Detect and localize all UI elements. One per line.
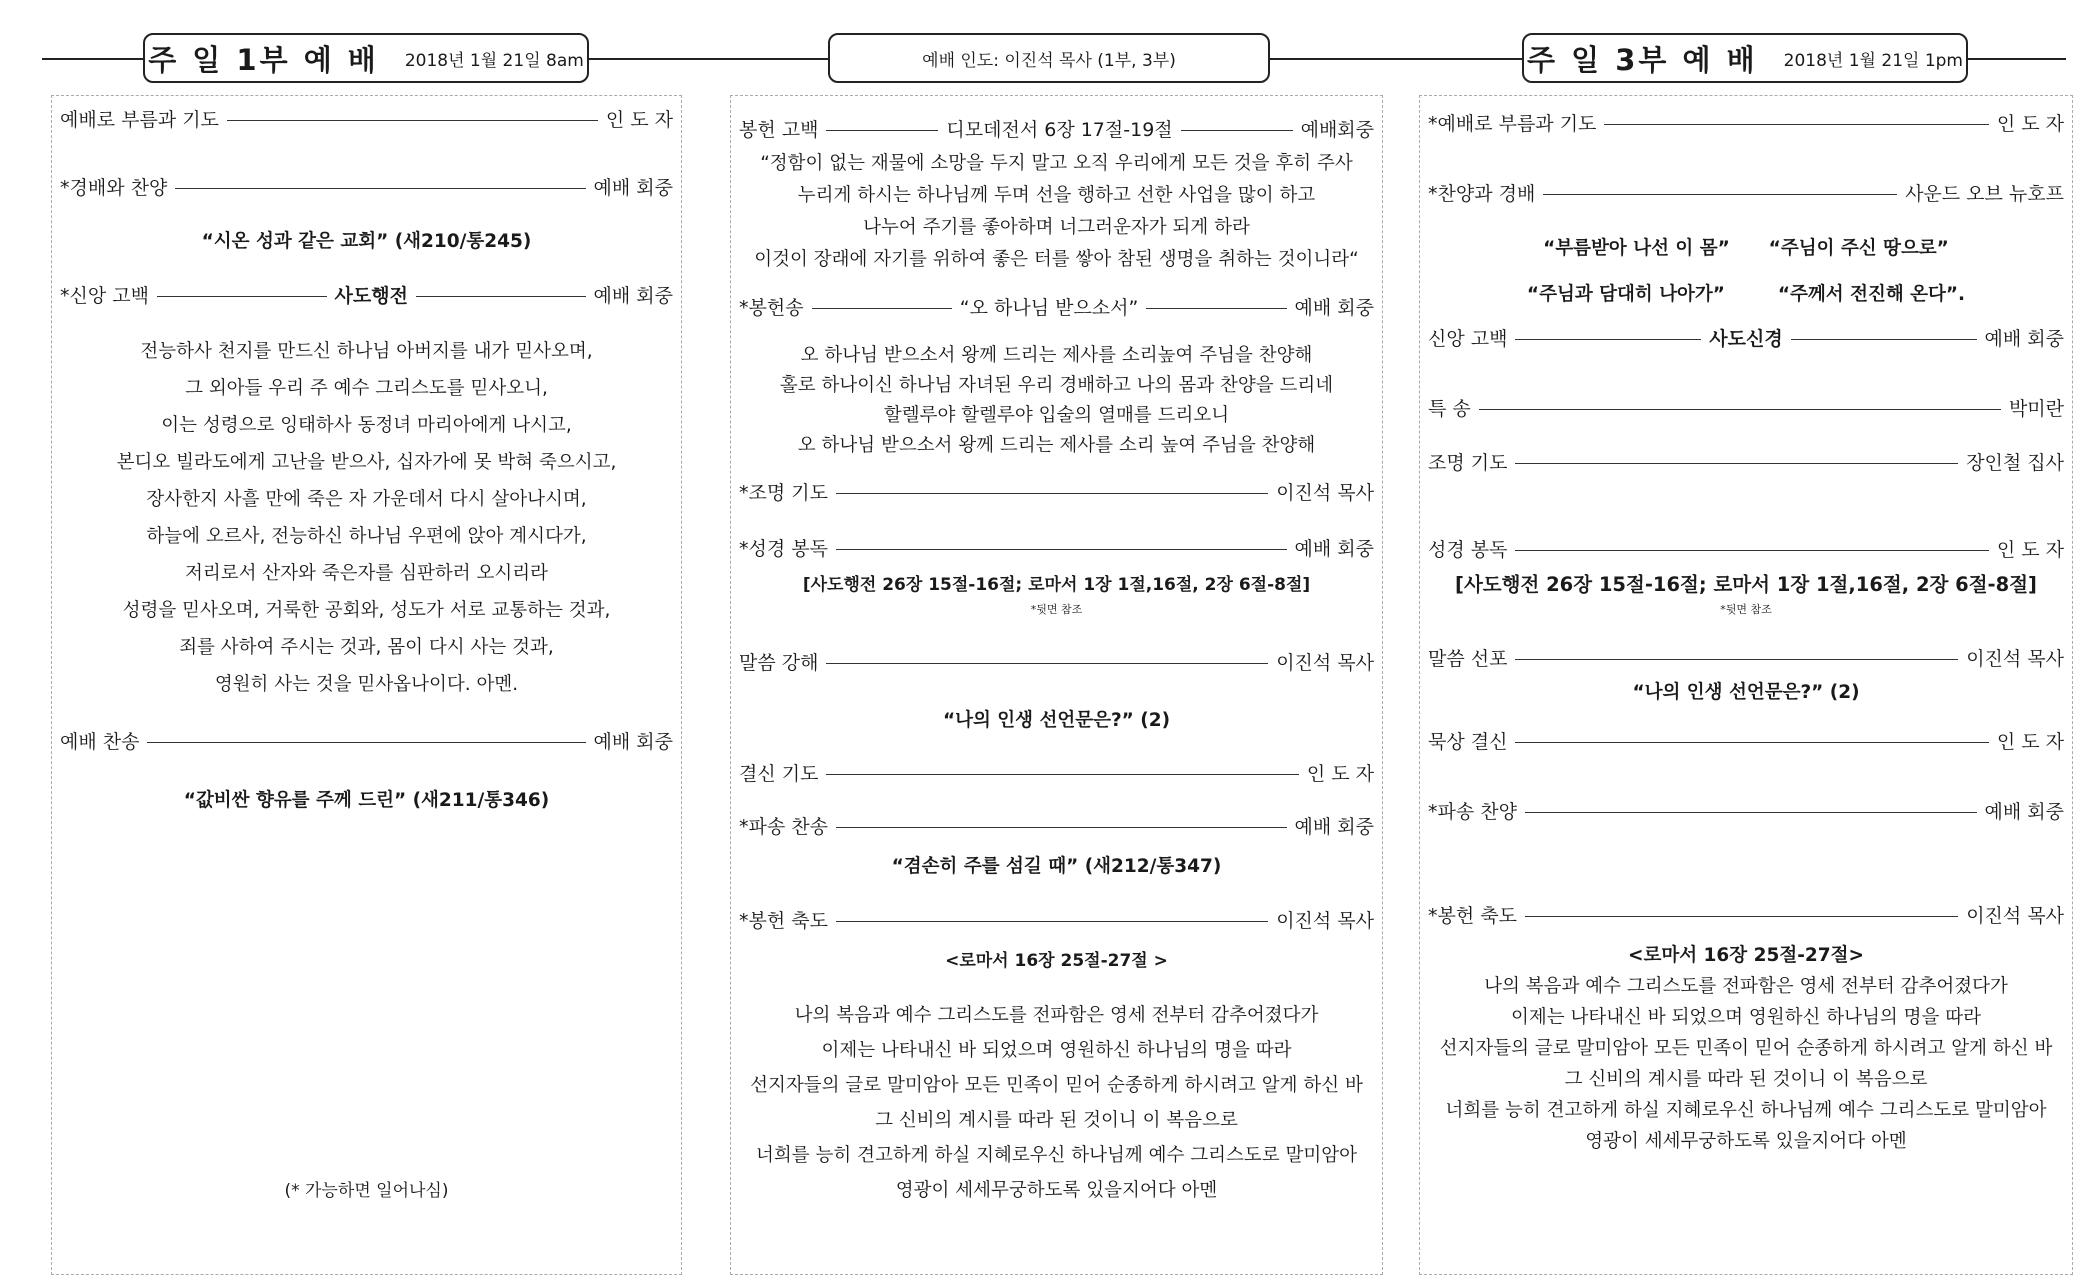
item-person: 인 도 자 — [1306, 762, 1374, 785]
lyric-line: 오 하나님 받으소서 왕께 드리는 제사를 소리높여 주님을 찬양해 — [800, 345, 1313, 366]
item-label: *성경 봉독 — [739, 537, 828, 560]
item-person: 사운드 오브 뉴호프 — [1905, 182, 2064, 205]
song-title: “주께서 전진해 온다”. — [1777, 284, 1966, 305]
item-person: 이진석 목사 — [1966, 647, 2064, 670]
item-person: 이진석 목사 — [1276, 651, 1374, 674]
order-item-call-to-worship — [1428, 110, 2064, 134]
leader-header — [828, 33, 1270, 83]
item-label: 봉헌 고백 — [739, 118, 819, 141]
item-person: 예배회중 — [1300, 118, 1375, 141]
benediction-line: 그 신비의 계시를 따라 된 것이니 이 복음으로 — [875, 1110, 1238, 1131]
service3-date: 2018년 1월 21일 1pm — [1783, 50, 1963, 71]
item-label: 묵상 결신 — [1428, 730, 1508, 753]
creed-line: 이는 성령으로 잉태하사 동정녀 마리아에게 나시고, — [161, 415, 572, 436]
order-item-hymn — [60, 728, 673, 752]
item-label: 결신 기도 — [739, 762, 819, 785]
benediction-line: 나의 복음과 예수 그리스도를 전파함은 영세 전부터 감추어졌다가 — [1484, 976, 2008, 997]
service3-header — [1522, 33, 1968, 83]
item-person: 예배 회중 — [593, 284, 674, 307]
creed-line: 저리로서 산자와 죽은자를 심판하러 오시리라 — [184, 563, 549, 584]
see-back-note: *뒷면 참조 — [1720, 603, 1772, 616]
hymn-title: “시온 성과 같은 교회” (새210/통245) — [201, 231, 532, 252]
service1-title: 주 일 1부 예 배 — [148, 42, 379, 77]
order-item-decision-prayer — [739, 760, 1374, 784]
sermon-title: “나의 인생 선언문은?” (2) — [1632, 682, 1860, 703]
scripture-reference: [사도행전 26장 15절-16절; 로마서 1장 1절,16절, 2장 6절-8절] — [802, 575, 1311, 595]
creed-line: 전능하사 천지를 만드신 하나님 아버지를 내가 믿사오며, — [140, 341, 593, 362]
order-item-call-to-worship — [60, 106, 673, 130]
benediction-reference: <로마서 16장 25절-27절 > — [945, 951, 1168, 971]
benediction-line: 영광이 세세무궁하도록 있을지어다 아멘 — [895, 1180, 1218, 1201]
scripture-reference: [사도행전 26장 15절-16절; 로마서 1장 1절,16절, 2장 6절-8절] — [1455, 573, 2037, 596]
creed-line: 그 외아들 우리 주 예수 그리스도를 믿사오니, — [185, 378, 548, 399]
item-label: 특 송 — [1428, 397, 1471, 420]
item-person: 예배 회중 — [1294, 296, 1375, 319]
item-label: *봉헌 축도 — [1428, 904, 1517, 927]
item-person: 예배 회중 — [593, 730, 673, 753]
lyric-line: 오 하나님 받으소서 왕께 드리는 제사를 소리 높여 주님을 찬양해 — [797, 435, 1316, 456]
service3-title: 주 일 3부 예 배 — [1527, 42, 1758, 77]
benediction-line: 이제는 나타내신 바 되었으며 영원하신 하나님의 명을 따라 — [821, 1040, 1292, 1061]
offering-column — [730, 95, 1383, 1275]
item-label: 말씀 선포 — [1428, 647, 1508, 670]
item-reference: 디모데전서 6장 17절-19절 — [946, 118, 1173, 141]
order-item-illumination-prayer — [739, 479, 1374, 503]
item-label: *봉헌 축도 — [739, 909, 828, 932]
item-person: 박미란 — [2008, 397, 2064, 420]
benediction-line: 나의 복음과 예수 그리스도를 전파함은 영세 전부터 감추어졌다가 — [794, 1005, 1319, 1026]
item-person: 이진석 목사 — [1966, 904, 2064, 927]
order-item-scripture — [739, 535, 1374, 559]
item-label: *파송 찬양 — [1428, 800, 1517, 823]
benediction-line: 그 신비의 계시를 따라 된 것이니 이 복음으로 — [1564, 1069, 1928, 1090]
service3-column — [1419, 95, 2073, 1275]
verse-line: 누리게 하시는 하나님께 두며 선을 행하고 선한 사업을 많이 하고 — [797, 185, 1316, 206]
service1-column — [51, 95, 682, 1275]
item-label: 말씀 강해 — [739, 651, 819, 674]
leader-text: 예배 인도: 이진석 목사 (1부, 3부) — [922, 50, 1176, 71]
benediction-line: 너희를 능히 견고하게 하실 지혜로우신 하나님께 예수 그리스도로 말미암아 — [1445, 1100, 2047, 1121]
item-reference: 사도신경 — [1709, 327, 1783, 350]
lyric-line: 홀로 하나이신 하나님 자녀된 우리 경배하고 나의 몸과 찬양을 드리네 — [779, 375, 1334, 396]
order-item-praise — [60, 174, 673, 198]
item-person: 예배 회중 — [1984, 327, 2065, 350]
order-item-special-song — [1428, 395, 2064, 419]
order-item-offering-confession — [739, 116, 1374, 140]
item-label: *봉헌송 — [739, 296, 804, 319]
order-item-offertory — [739, 294, 1374, 318]
verse-line: 나누어 주기를 좋아하며 너그러운자가 되게 하라 — [863, 217, 1250, 238]
item-person: 인 도 자 — [1996, 112, 2064, 135]
order-item-sending-song — [1428, 798, 2064, 822]
order-item-sermon — [739, 649, 1374, 673]
item-label: *예배로 부름과 기도 — [1428, 112, 1597, 135]
lyric-line: 할렐루야 할렐루야 입술의 열매를 드리오니 — [883, 405, 1230, 426]
benediction-reference: <로마서 16장 25절-27절> — [1627, 945, 1865, 966]
order-item-creed — [1428, 325, 2064, 349]
order-item-meditation — [1428, 728, 2064, 752]
benediction-line: 영광이 세세무궁하도록 있을지어다 아멘 — [1585, 1131, 1907, 1152]
item-song: “오 하나님 받으소서” — [959, 296, 1139, 319]
benediction-line: 너희를 능히 견고하게 하실 지혜로우신 하나님께 예수 그리스도로 말미암아 — [755, 1145, 1358, 1166]
item-label: *찬양과 경배 — [1428, 182, 1536, 205]
song-title: “주님이 주신 땅으로” — [1768, 238, 1949, 259]
item-person: 예배 회중 — [1294, 815, 1374, 838]
order-item-sending-hymn — [739, 813, 1374, 837]
item-person: 이진석 목사 — [1276, 481, 1374, 504]
service1-header — [143, 33, 589, 83]
order-item-sermon — [1428, 645, 2064, 669]
item-person: 예배 회중 — [593, 176, 673, 199]
verse-line: “정함이 없는 재물에 소망을 두지 말고 오직 우리에게 모든 것을 후히 주사 — [760, 153, 1353, 174]
item-label: 예배 찬송 — [60, 730, 140, 753]
creed-line: 영원히 사는 것을 믿사옵나이다. 아멘. — [214, 674, 519, 695]
item-label: 조명 기도 — [1428, 451, 1508, 474]
item-label: *신앙 고백 — [60, 284, 149, 307]
order-item-creed — [60, 282, 673, 306]
creed-line: 죄를 사하여 주시는 것과, 몸이 다시 사는 것과, — [179, 637, 554, 658]
creed-line: 성령을 믿사오며, 거룩한 공회와, 성도가 서로 교통하는 것과, — [122, 600, 611, 621]
standing-footnote: (* 가능하면 일어나심) — [284, 1181, 449, 1201]
item-label: 예배로 부름과 기도 — [60, 108, 219, 131]
order-item-benediction — [1428, 902, 2064, 926]
praise-songs-row1 — [1420, 234, 2072, 260]
praise-songs-row2 — [1420, 280, 2072, 306]
song-title: “부름받아 나선 이 몸” — [1543, 238, 1730, 259]
item-person: 인 도 자 — [1996, 538, 2064, 561]
item-person: 인 도 자 — [605, 108, 673, 131]
item-reference: 사도행전 — [334, 284, 408, 307]
item-person: 장인철 집사 — [1966, 451, 2064, 474]
song-title: “주님과 담대히 나아가” — [1526, 284, 1725, 305]
service1-date: 2018년 1월 21일 8am — [404, 50, 584, 71]
item-label: *파송 찬송 — [739, 815, 828, 838]
see-back-note: *뒷면 참조 — [1030, 603, 1083, 616]
order-item-benediction — [739, 907, 1374, 931]
item-person: 예배 회중 — [1984, 800, 2064, 823]
item-person: 예배 회중 — [1294, 537, 1374, 560]
creed-line: 장사한지 사흘 만에 죽은 자 가운데서 다시 살아나시며, — [146, 489, 587, 510]
order-item-illumination-prayer — [1428, 449, 2064, 473]
creed-line: 본디오 빌라도에게 고난을 받으사, 십자가에 못 박혀 죽으시고, — [116, 452, 617, 473]
item-label: 신앙 고백 — [1428, 327, 1508, 350]
creed-line: 하늘에 오르사, 전능하신 하나님 우편에 앉아 계시다가, — [146, 526, 587, 547]
order-item-praise — [1428, 180, 2064, 204]
item-label: *조명 기도 — [739, 481, 828, 504]
item-person: 인 도 자 — [1996, 730, 2064, 753]
sermon-title: “나의 인생 선언문은?” (2) — [942, 710, 1171, 731]
item-person: 이진석 목사 — [1276, 909, 1374, 932]
verse-line: 이것이 장래에 자기를 위하여 좋은 터를 쌓아 참된 생명을 취하는 것이니라“ — [754, 249, 1359, 270]
hymn-title: “겸손히 주를 섬길 때” (새212/통347) — [891, 856, 1222, 877]
benediction-line: 이제는 나타내신 바 되었으며 영원하신 하나님의 명을 따라 — [1510, 1007, 1982, 1028]
benediction-line: 선지자들의 글로 말미암아 모든 민족이 믿어 순종하게 하시려고 알게 하신 바 — [750, 1075, 1363, 1096]
item-label: 성경 봉독 — [1428, 538, 1508, 561]
hymn-title: “값비싼 향유를 주께 드린” (새211/통346) — [183, 790, 550, 811]
item-label: *경배와 찬양 — [60, 176, 168, 199]
order-item-scripture — [1428, 536, 2064, 560]
benediction-line: 선지자들의 글로 말미암아 모든 민족이 믿어 순종하게 하시려고 알게 하신 바 — [1439, 1038, 2053, 1059]
